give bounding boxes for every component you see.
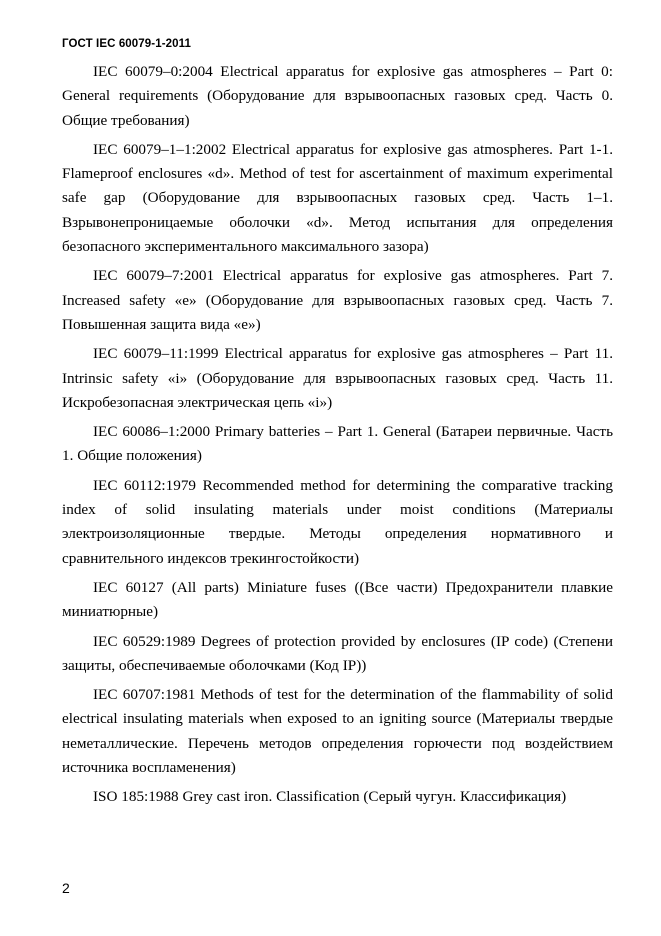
reference-iec-60127: IEC 60127 (All parts) Miniature fuses ((Все части) Предохранители плавкие миниатюрные)	[62, 578, 613, 621]
reference-iec-60086-1: IEC 60086–1:2000 Primary batteries – Part 1. General (Батареи первичные. Часть 1. Общие положения)	[62, 423, 613, 465]
reference-iec-60079-1-1: IEC 60079–1–1:2002 Electrical apparatus for explosive gas atmospheres. Part 1-1. Flameproof enclosures «d». Method of test for ascertainment of maximum experimental safe gap (Оборудование для взрывоопасных газовых сред. Часть 1–1. Взрывонепроницаемые оболочки «d». Метод испытания для определения безопасного экспериментального максимального зазора)	[62, 140, 613, 256]
page-number: 2	[62, 880, 70, 896]
reference-iec-60079-11: IEC 60079–11:1999 Electrical apparatus for explosive gas atmospheres – Part 11. Intrinsic safety «i» (Оборудование для взрывоопасных газовых сред. Часть 11. Искробезопасная электрическая цепь «i»)	[62, 345, 613, 411]
normative-references-list	[62, 60, 613, 815]
reference-iso-185: ISO 185:1988 Grey cast iron. Classification (Серый чугун. Классификация)	[93, 788, 567, 806]
reference-iec-60079-7: IEC 60079–7:2001 Electrical apparatus for explosive gas atmospheres. Part 7. Increased safety «e» (Оборудование для взрывоопасных газовых сред. Часть 7. Повышенная защита вида «е»)	[62, 267, 613, 333]
reference-iec-60112: IEC 60112:1979 Recommended method for determining the comparative tracking index of solid insulating materials under moist conditions (Материалы электроизоляционные твердые. Методы определения нормативного и сравнительного индексов трекингостойкости)	[62, 476, 613, 567]
reference-iec-60529: IEC 60529:1989 Degrees of protection provided by enclosures (IP code) (Степени защиты, обеспечиваемые оболочками (Код IP))	[62, 632, 613, 674]
reference-iec-60079-0: IEC 60079–0:2004 Electrical apparatus for explosive gas atmospheres – Part 0: General requirements (Оборудование для взрывоопасных газовых сред. Часть 0. Общие требования)	[62, 63, 613, 129]
standard-code-header: ГОСТ IEC 60079-1-2011	[62, 38, 191, 50]
reference-iec-60707: IEC 60707:1981 Methods of test for the determination of the flammability of solid electrical insulating materials when exposed to an igniting source (Материалы твердые неметаллические. Перечень методов определения горючести под воздействием источника воспламенения)	[62, 686, 613, 777]
